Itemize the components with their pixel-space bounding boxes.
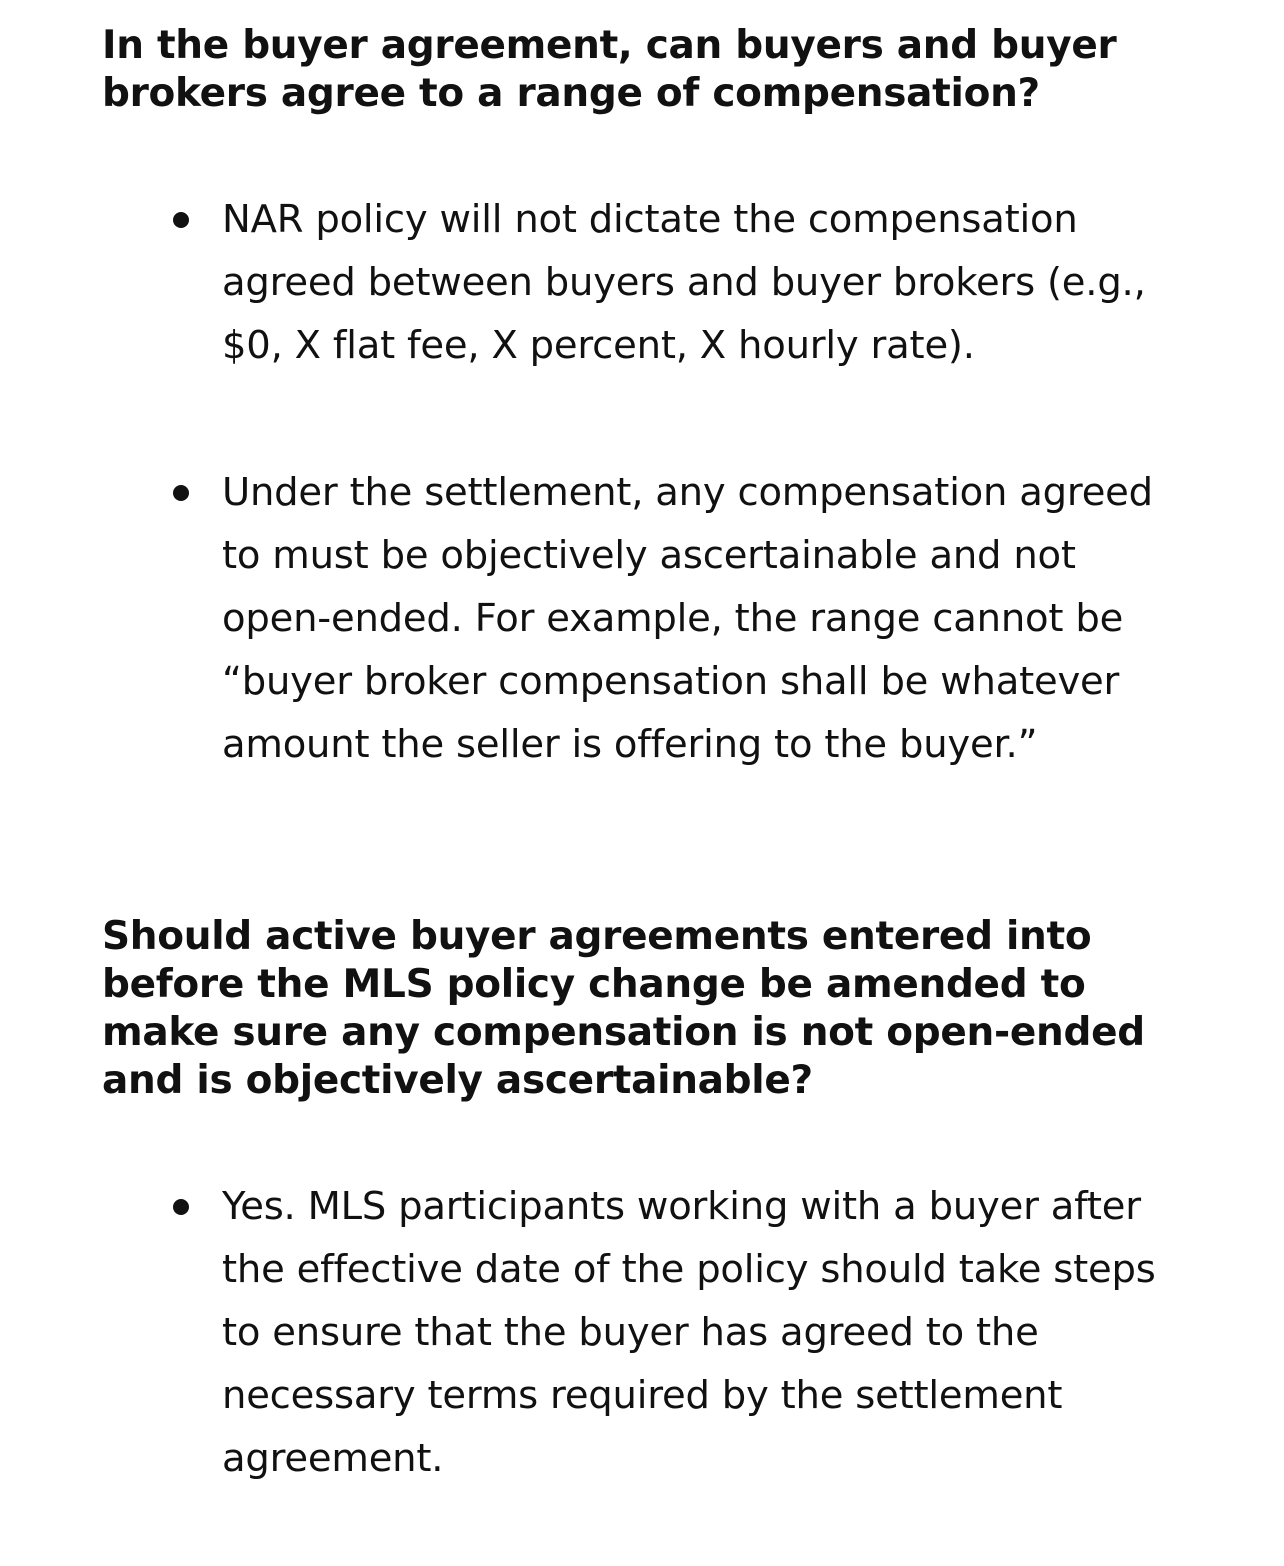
answer-text: NAR policy will not dictate the compensation agreed between buyers and buyer brokers (e.g., $0, X flat fee, X percent, X hourly rate). (222, 197, 1146, 368)
bullet-dot-icon (173, 485, 189, 501)
question-heading: Should active buyer agreements entered into before the MLS policy change be amended to make sure any compensation is not open-ended and is objectively ascertainable? (102, 914, 1145, 1103)
bullet-dot-icon (173, 1199, 189, 1215)
answer-text: Yes. MLS participants working with a buyer after the effective date of the policy should take steps to ensure that the buyer has agreed to the necessary terms required by the settlement agreement. (222, 1184, 1156, 1481)
bullet-dot-icon (173, 212, 189, 228)
question-heading: In the buyer agreement, can buyers and buyer brokers agree to a range of compensation? (102, 23, 1117, 116)
answer-text: Under the settlement, any compensation agreed to must be objectively ascertainable and not open-ended. For example, the range cannot be “buyer broker compensation shall be whatever amount the seller is offering to the buyer.” (222, 470, 1153, 767)
